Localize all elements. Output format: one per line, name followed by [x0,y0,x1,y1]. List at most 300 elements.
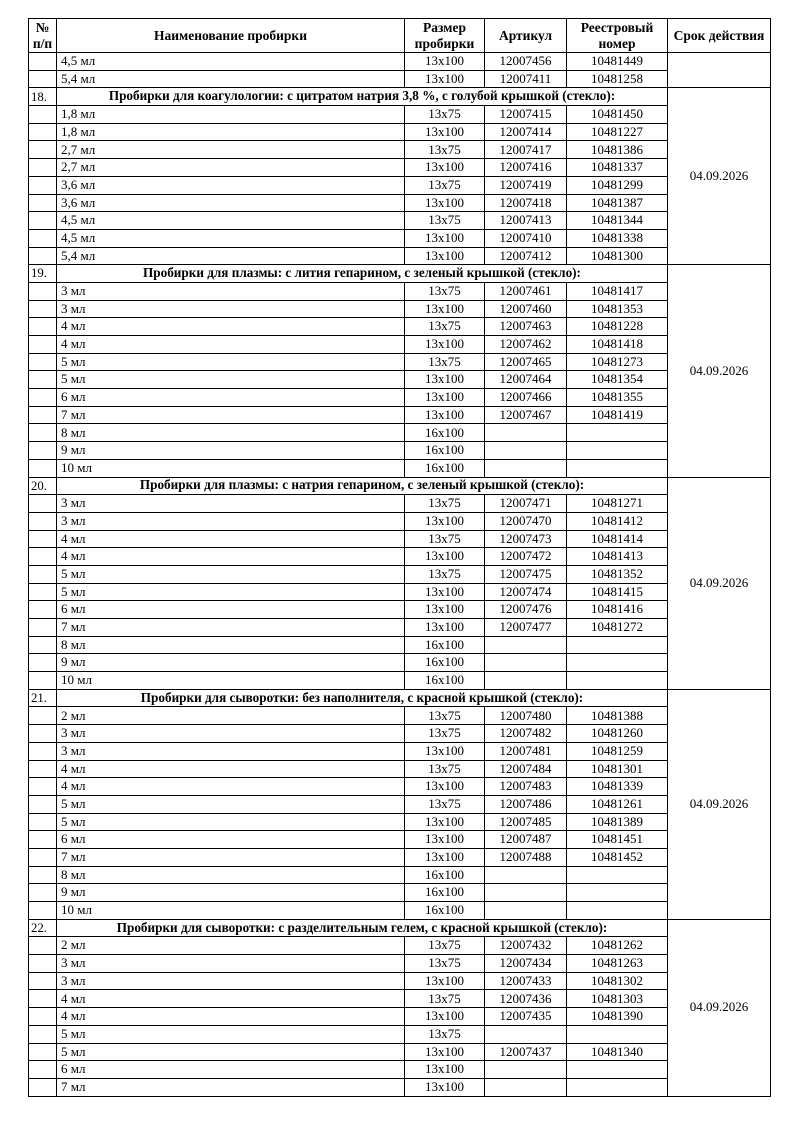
article-cell: 12007416 [485,159,567,177]
column-header-validity: Срок действия [668,19,771,53]
section-header-row [29,88,771,106]
tube-size-cell: 13x100 [405,512,485,530]
tube-name-cell: 4 мл [57,318,405,336]
tube-size-cell: 13x100 [405,300,485,318]
article-cell: 12007466 [485,389,567,407]
article-cell: 12007412 [485,247,567,265]
article-cell: 12007471 [485,495,567,513]
article-cell: 12007432 [485,937,567,955]
registry-cell [567,884,668,902]
section-title: Пробирки для плазмы: с лития гепарином, с зеленый крышкой (стекло): [57,265,668,283]
article-cell: 12007480 [485,707,567,725]
row-number-cell [29,990,57,1008]
article-cell [485,424,567,442]
table-row [29,848,771,866]
table-row [29,725,771,743]
tube-size-cell: 13x75 [405,176,485,194]
tube-name-cell: 2 мл [57,937,405,955]
table-row [29,300,771,318]
tube-size-cell: 13x100 [405,336,485,354]
section-header-row [29,477,771,495]
registry-cell [567,1078,668,1096]
article-cell: 12007436 [485,990,567,1008]
validity-cell [668,53,771,88]
row-number-cell [29,459,57,477]
table-row [29,318,771,336]
table-row [29,672,771,690]
table-row [29,583,771,601]
tube-size-cell: 13x100 [405,619,485,637]
row-number-cell [29,654,57,672]
article-cell: 12007464 [485,371,567,389]
tube-size-cell: 13x75 [405,725,485,743]
row-number-cell [29,831,57,849]
tube-name-cell: 3 мл [57,282,405,300]
row-number-cell [29,176,57,194]
row-number-cell [29,495,57,513]
validity-cell: 04.09.2026 [668,689,771,919]
registry-cell [567,1025,668,1043]
tube-size-cell: 13x75 [405,141,485,159]
tube-name-cell: 5 мл [57,813,405,831]
article-cell: 12007483 [485,778,567,796]
header-row [29,19,771,53]
tube-name-cell: 4 мл [57,778,405,796]
table-row [29,601,771,619]
tube-name-cell: 5 мл [57,1043,405,1061]
table-row [29,565,771,583]
tube-name-cell: 5 мл [57,795,405,813]
registry-cell: 10481272 [567,619,668,637]
table-row [29,619,771,637]
article-cell: 12007410 [485,229,567,247]
row-number-cell [29,530,57,548]
article-cell: 12007461 [485,282,567,300]
table-row [29,442,771,460]
table-row [29,159,771,177]
tube-name-cell: 8 мл [57,866,405,884]
article-cell: 12007482 [485,725,567,743]
table-row [29,866,771,884]
table-row [29,282,771,300]
tube-name-cell: 3 мл [57,725,405,743]
registry-cell: 10481337 [567,159,668,177]
tube-name-cell: 1,8 мл [57,106,405,124]
tube-name-cell: 3,6 мл [57,176,405,194]
tube-size-cell: 13x75 [405,106,485,124]
tube-name-cell: 3 мл [57,512,405,530]
registry-cell [567,654,668,672]
registry-cell: 10481415 [567,583,668,601]
table-row [29,778,771,796]
row-number-cell [29,424,57,442]
article-cell [485,1025,567,1043]
table-row [29,389,771,407]
tube-name-cell: 10 мл [57,672,405,690]
tube-size-cell: 13x100 [405,778,485,796]
registry-cell [567,866,668,884]
registry-cell: 10481301 [567,760,668,778]
registry-cell: 10481260 [567,725,668,743]
row-number-cell [29,389,57,407]
article-cell: 12007475 [485,565,567,583]
validity-cell: 04.09.2026 [668,88,771,265]
table-row [29,495,771,513]
tube-name-cell: 4 мл [57,530,405,548]
article-cell: 12007456 [485,53,567,71]
tube-size-cell: 13x100 [405,389,485,407]
article-cell: 12007413 [485,212,567,230]
table-row [29,212,771,230]
tube-size-cell: 13x100 [405,548,485,566]
tube-size-cell: 13x100 [405,601,485,619]
registry-cell: 10481390 [567,1008,668,1026]
article-cell: 12007417 [485,141,567,159]
tube-size-cell: 13x100 [405,583,485,601]
article-cell: 12007418 [485,194,567,212]
registry-cell: 10481227 [567,123,668,141]
tube-name-cell: 2 мл [57,707,405,725]
row-number-cell [29,141,57,159]
table-row [29,990,771,1008]
table-row [29,831,771,849]
article-cell: 12007486 [485,795,567,813]
table-row [29,1061,771,1079]
table-row [29,813,771,831]
section-title: Пробирки для сыворотки: с разделительным гелем, с красной крышкой (стекло): [57,919,668,937]
table-row [29,1008,771,1026]
tube-name-cell: 10 мл [57,459,405,477]
row-number-cell [29,70,57,88]
tube-size-cell: 13x75 [405,282,485,300]
row-number-cell [29,937,57,955]
row-number-cell [29,194,57,212]
article-cell: 12007484 [485,760,567,778]
row-number-cell [29,247,57,265]
registry-cell [567,424,668,442]
tube-name-cell: 3 мл [57,495,405,513]
tube-size-cell: 13x100 [405,1061,485,1079]
table-row [29,1043,771,1061]
registry-cell: 10481338 [567,229,668,247]
row-number-cell [29,636,57,654]
table-row [29,371,771,389]
tube-name-cell: 4,5 мл [57,229,405,247]
row-number-cell [29,565,57,583]
table-row [29,707,771,725]
tube-size-cell: 13x75 [405,565,485,583]
table-row [29,972,771,990]
article-cell [485,459,567,477]
article-cell: 12007437 [485,1043,567,1061]
tube-size-cell: 13x100 [405,123,485,141]
section-number: 20. [29,477,57,495]
table-row [29,141,771,159]
registry-cell: 10481450 [567,106,668,124]
registry-cell: 10481449 [567,53,668,71]
registry-cell: 10481258 [567,70,668,88]
article-cell: 12007411 [485,70,567,88]
tube-name-cell: 5,4 мл [57,247,405,265]
article-cell [485,884,567,902]
table-row [29,176,771,194]
row-number-cell [29,336,57,354]
row-number-cell [29,512,57,530]
table-row [29,353,771,371]
row-number-cell [29,353,57,371]
tube-name-cell: 4 мл [57,990,405,1008]
tube-name-cell: 6 мл [57,389,405,407]
registry-cell: 10481355 [567,389,668,407]
registry-cell: 10481299 [567,176,668,194]
tube-size-cell: 13x75 [405,795,485,813]
table-row [29,636,771,654]
tube-name-cell: 5 мл [57,565,405,583]
tube-size-cell: 13x75 [405,937,485,955]
tube-name-cell: 7 мл [57,619,405,637]
tube-name-cell: 5 мл [57,583,405,601]
row-number-cell [29,601,57,619]
tube-table [28,18,771,1097]
tube-name-cell: 1,8 мл [57,123,405,141]
table-row [29,53,771,71]
registry-cell: 10481339 [567,778,668,796]
tube-size-cell: 13x75 [405,707,485,725]
section-title: Пробирки для сыворотки: без наполнителя, с красной крышкой (стекло): [57,689,668,707]
row-number-cell [29,884,57,902]
row-number-cell [29,619,57,637]
tube-size-cell: 13x100 [405,194,485,212]
section-title: Пробирки для коагулологии: с цитратом натрия 3,8 %, с голубой крышкой (стекло): [57,88,668,106]
tube-size-cell: 13x100 [405,70,485,88]
row-number-cell [29,955,57,973]
row-number-cell [29,902,57,920]
column-header-tube-name: Наименование пробирки [57,19,405,53]
registry-cell [567,672,668,690]
article-cell: 12007415 [485,106,567,124]
tube-name-cell: 4 мл [57,336,405,354]
registry-cell: 10481273 [567,353,668,371]
table-row [29,530,771,548]
row-number-cell [29,725,57,743]
article-cell: 12007487 [485,831,567,849]
tube-size-cell: 13x75 [405,1025,485,1043]
tube-size-cell: 13x100 [405,247,485,265]
registry-cell: 10481416 [567,601,668,619]
tube-size-cell: 13x75 [405,530,485,548]
row-number-cell [29,282,57,300]
article-cell: 12007433 [485,972,567,990]
table-row [29,884,771,902]
tube-name-cell: 7 мл [57,848,405,866]
article-cell [485,442,567,460]
table-row [29,742,771,760]
registry-cell: 10481263 [567,955,668,973]
row-number-cell [29,406,57,424]
tube-size-cell: 13x100 [405,831,485,849]
row-number-cell [29,318,57,336]
tube-size-cell: 13x100 [405,53,485,71]
tube-size-cell: 13x100 [405,406,485,424]
table-row [29,512,771,530]
tube-size-cell: 13x100 [405,159,485,177]
tube-size-cell: 13x75 [405,990,485,1008]
registry-cell: 10481386 [567,141,668,159]
validity-cell: 04.09.2026 [668,265,771,477]
tube-name-cell: 6 мл [57,601,405,619]
registry-cell [567,902,668,920]
tube-size-cell: 16x100 [405,866,485,884]
table-row [29,123,771,141]
table-row [29,548,771,566]
tube-size-cell: 13x100 [405,1008,485,1026]
tube-size-cell: 16x100 [405,902,485,920]
row-number-cell [29,813,57,831]
tube-name-cell: 4 мл [57,548,405,566]
section-header-row [29,265,771,283]
tube-name-cell: 6 мл [57,1061,405,1079]
tube-table-body [29,53,771,1097]
registry-cell [567,1061,668,1079]
tube-size-cell: 16x100 [405,654,485,672]
table-row [29,247,771,265]
section-number: 19. [29,265,57,283]
tube-size-cell: 13x100 [405,742,485,760]
tube-size-cell: 16x100 [405,636,485,654]
table-row [29,106,771,124]
row-number-cell [29,159,57,177]
tube-size-cell: 13x100 [405,813,485,831]
registry-cell: 10481451 [567,831,668,849]
registry-cell: 10481413 [567,548,668,566]
table-row [29,229,771,247]
article-cell [485,1078,567,1096]
tube-name-cell: 2,7 мл [57,141,405,159]
tube-name-cell: 6 мл [57,831,405,849]
tube-name-cell: 2,7 мл [57,159,405,177]
section-number: 22. [29,919,57,937]
tube-name-cell: 5 мл [57,1025,405,1043]
tube-size-cell: 16x100 [405,672,485,690]
registry-cell: 10481353 [567,300,668,318]
tube-name-cell: 10 мл [57,902,405,920]
row-number-cell [29,229,57,247]
tube-name-cell: 9 мл [57,654,405,672]
tube-size-cell: 16x100 [405,424,485,442]
tube-name-cell: 3 мл [57,955,405,973]
row-number-cell [29,1078,57,1096]
registry-cell: 10481388 [567,707,668,725]
tube-name-cell: 4,5 мл [57,53,405,71]
tube-size-cell: 16x100 [405,442,485,460]
tube-name-cell: 4 мл [57,760,405,778]
article-cell: 12007472 [485,548,567,566]
table-row [29,654,771,672]
table-row [29,1078,771,1096]
registry-cell: 10481419 [567,406,668,424]
tube-size-cell: 13x100 [405,371,485,389]
registry-cell: 10481262 [567,937,668,955]
tube-size-cell: 13x100 [405,1043,485,1061]
article-cell: 12007434 [485,955,567,973]
row-number-cell [29,1025,57,1043]
registry-cell: 10481340 [567,1043,668,1061]
registry-cell: 10481228 [567,318,668,336]
article-cell [485,902,567,920]
tube-name-cell: 3 мл [57,742,405,760]
tube-name-cell: 9 мл [57,442,405,460]
article-cell: 12007476 [485,601,567,619]
validity-cell: 04.09.2026 [668,919,771,1096]
tube-name-cell: 3 мл [57,972,405,990]
article-cell: 12007463 [485,318,567,336]
article-cell: 12007470 [485,512,567,530]
row-number-cell [29,371,57,389]
tube-name-cell: 7 мл [57,406,405,424]
registry-cell: 10481344 [567,212,668,230]
article-cell: 12007467 [485,406,567,424]
tube-size-cell: 13x75 [405,212,485,230]
table-row [29,194,771,212]
tube-size-cell: 13x100 [405,1078,485,1096]
table-row [29,955,771,973]
tube-size-cell: 13x75 [405,955,485,973]
registry-cell: 10481271 [567,495,668,513]
registry-cell: 10481418 [567,336,668,354]
article-cell: 12007481 [485,742,567,760]
row-number-cell [29,1043,57,1061]
tube-name-cell: 3 мл [57,300,405,318]
row-number-cell [29,1008,57,1026]
registry-cell: 10481412 [567,512,668,530]
tube-name-cell: 4,5 мл [57,212,405,230]
tube-size-cell: 13x75 [405,760,485,778]
section-number: 21. [29,689,57,707]
column-header-tube-size: Размер пробирки [405,19,485,53]
tube-name-cell: 5 мл [57,353,405,371]
row-number-cell [29,300,57,318]
tube-name-cell: 5,4 мл [57,70,405,88]
article-cell: 12007488 [485,848,567,866]
tube-name-cell: 8 мл [57,636,405,654]
registry-cell: 10481452 [567,848,668,866]
registry-cell: 10481389 [567,813,668,831]
tube-size-cell: 13x100 [405,229,485,247]
registry-cell: 10481300 [567,247,668,265]
tube-size-cell: 13x75 [405,495,485,513]
row-number-cell [29,707,57,725]
row-number-cell [29,442,57,460]
section-number: 18. [29,88,57,106]
section-title: Пробирки для плазмы: с натрия гепарином, с зеленый крышкой (стекло): [57,477,668,495]
article-cell [485,636,567,654]
article-cell: 12007419 [485,176,567,194]
article-cell: 12007462 [485,336,567,354]
tube-size-cell: 13x75 [405,353,485,371]
registry-cell [567,636,668,654]
article-cell [485,654,567,672]
row-number-cell [29,583,57,601]
article-cell [485,672,567,690]
tube-size-cell: 13x100 [405,972,485,990]
tube-size-cell: 16x100 [405,884,485,902]
row-number-cell [29,1061,57,1079]
table-row [29,902,771,920]
tube-size-cell: 16x100 [405,459,485,477]
registry-cell: 10481261 [567,795,668,813]
table-row [29,1025,771,1043]
tube-name-cell: 9 мл [57,884,405,902]
